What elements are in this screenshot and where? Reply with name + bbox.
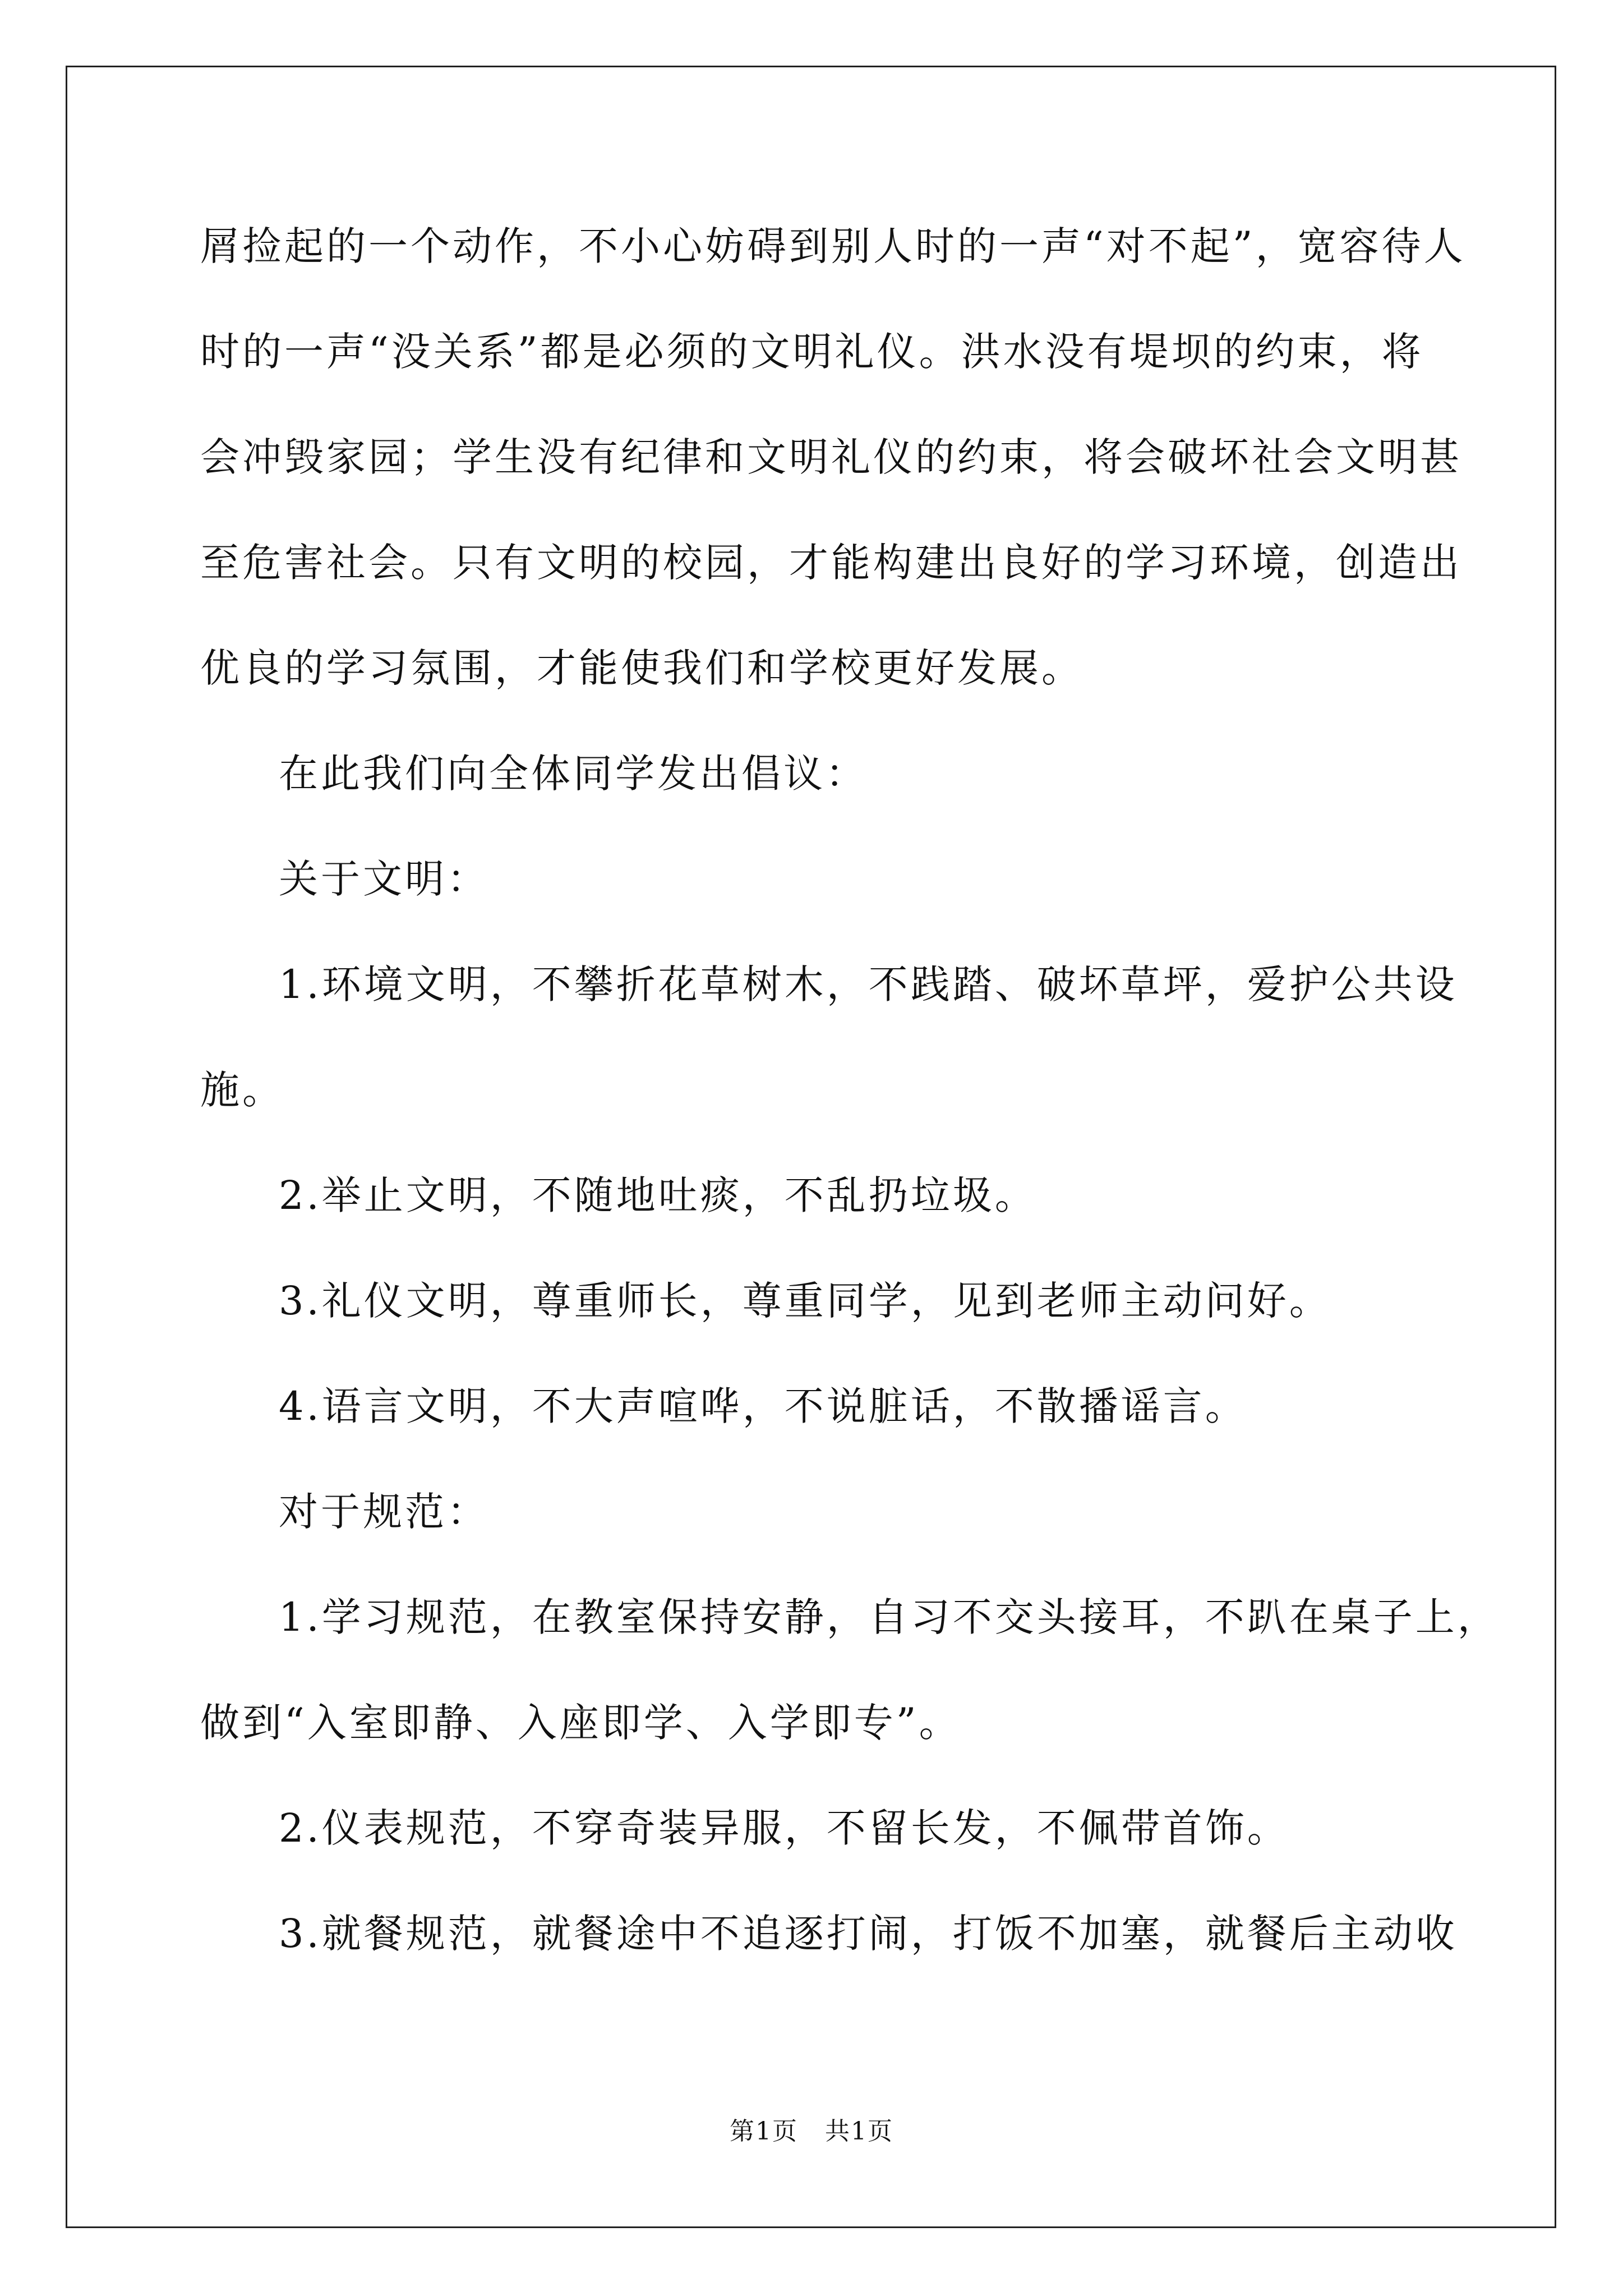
text-line-17: 3.就餐规范，就餐途中不追逐打闹，打饭不加塞，就餐后主动收 xyxy=(279,1911,1458,1957)
text-line-5: 优良的学习氛围，才能使我们和学校更好发展。 xyxy=(200,645,1083,691)
page-number: 第1页 共1页 xyxy=(730,2117,893,2146)
text-line-1: 屑捡起的一个动作，不小心妨碍到别人时的一声“对不起”，宽容待人 xyxy=(200,223,1466,269)
text-line-11: 3.礼仪文明，尊重师长，尊重同学，见到老师主动问好。 xyxy=(279,1278,1331,1324)
document-body xyxy=(200,194,1500,1986)
text-line-3: 会冲毁家园；学生没有纪律和文明礼仪的约束，将会破坏社会文明甚 xyxy=(200,434,1462,480)
text-line-15: 做到“入室即静、入座即学、入学即专”。 xyxy=(200,1700,961,1746)
text-line-4: 至危害社会。只有文明的校园，才能构建出良好的学习环境，创造出 xyxy=(200,540,1462,586)
text-line-14: 1.学习规范，在教室保持安静，自习不交头接耳，不趴在桌子上， xyxy=(279,1594,1500,1640)
text-line-2: 时的一声“没关系”都是必须的文明礼仪。洪水没有堤坝的约束，将 xyxy=(200,329,1424,375)
section-heading-civility: 关于文明： xyxy=(279,856,489,902)
text-line-10: 2.举止文明，不随地吐痰，不乱扔垃圾。 xyxy=(279,1172,1037,1218)
text-line-16: 2.仪表规范，不穿奇装异服，不留长发，不佩带首饰。 xyxy=(279,1805,1289,1851)
section-heading-norms: 对于规范： xyxy=(279,1489,489,1535)
text-line-8: 1.环境文明，不攀折花草树木，不践踏、破坏草坪，爱护公共设 xyxy=(279,961,1458,1007)
text-line-6: 在此我们向全体同学发出倡议： xyxy=(279,751,868,797)
text-line-12: 4.语言文明，不大声喧哗，不说脏话，不散播谣言。 xyxy=(279,1383,1247,1429)
text-line-9: 施。 xyxy=(200,1067,284,1113)
